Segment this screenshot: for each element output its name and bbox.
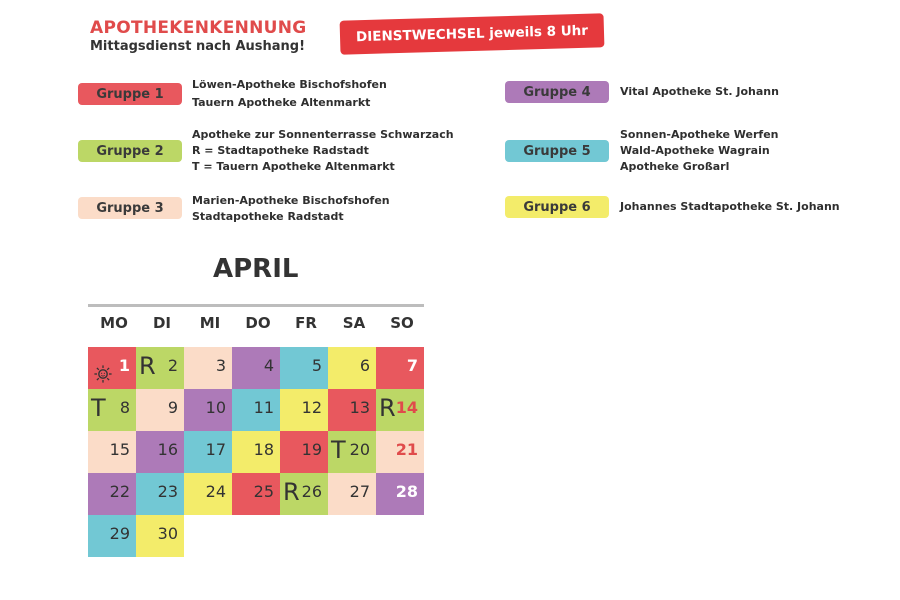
calendar-day-10 <box>184 389 232 431</box>
pharmacy-name: Apotheke Großarl <box>620 160 730 173</box>
calendar-day-11 <box>232 389 280 431</box>
group-3-badge: Gruppe 3 <box>78 197 182 219</box>
calendar-day-25 <box>232 473 280 515</box>
group-2-badge: Gruppe 2 <box>78 140 182 162</box>
group-6-pharmacies <box>620 199 840 215</box>
calendar-day-16 <box>136 431 184 473</box>
pharmacy-name: Löwen-Apotheke Bischofshofen <box>192 78 387 91</box>
day-number: 6 <box>359 356 370 375</box>
day-number: 19 <box>301 440 322 459</box>
calendar-day-9 <box>136 389 184 431</box>
day-number: 16 <box>157 440 178 459</box>
calendar-day-2 <box>136 347 184 389</box>
calendar-day-26 <box>280 473 328 515</box>
month-title: APRIL <box>213 254 299 284</box>
day-marker: R <box>379 394 396 422</box>
day-marker: R <box>283 478 300 506</box>
calendar-day-1 <box>88 347 136 389</box>
day-marker: T <box>331 436 346 464</box>
day-number: 10 <box>205 398 226 417</box>
weekday-tuesday: DI <box>152 314 172 332</box>
day-number: 27 <box>349 482 370 501</box>
calendar-day-7 <box>376 347 424 389</box>
weekday-saturday: SA <box>342 314 366 332</box>
pharmacy-name: R = Stadtapotheke Radstadt <box>192 144 369 157</box>
calendar-day-5 <box>280 347 328 389</box>
pharmacy-name: T = Tauern Apotheke Altenmarkt <box>192 160 395 173</box>
calendar-day-29 <box>88 515 136 557</box>
day-number: 29 <box>109 524 130 543</box>
day-number: 5 <box>311 356 322 375</box>
day-number: 7 <box>406 356 418 375</box>
day-marker: T <box>91 394 106 422</box>
day-number: 21 <box>395 440 418 459</box>
pharmacy-name: Sonnen-Apotheke Werfen <box>620 128 779 141</box>
calendar-day-28 <box>376 473 424 515</box>
calendar-day-20 <box>328 431 376 473</box>
group-4-badge: Gruppe 4 <box>505 81 609 103</box>
day-number: 18 <box>253 440 274 459</box>
calendar-day-14 <box>376 389 424 431</box>
calendar-day-18 <box>232 431 280 473</box>
day-number: 9 <box>167 398 178 417</box>
weekday-thursday: DO <box>245 314 271 332</box>
group-1-pharmacies <box>192 77 387 111</box>
page-subtitle: Mittagsdienst nach Aushang! <box>90 39 306 54</box>
day-number: 1 <box>118 356 130 375</box>
weekday-wednesday: MI <box>199 314 221 332</box>
pharmacy-name: Vital Apotheke St. Johann <box>620 85 779 98</box>
calendar-day-23 <box>136 473 184 515</box>
pharmacy-name: Tauern Apotheke Altenmarkt <box>192 96 371 109</box>
group-5-pharmacies <box>620 127 779 175</box>
pharmacy-name: Stadtapotheke Radstadt <box>192 210 344 223</box>
group-2-pharmacies <box>192 127 454 175</box>
calendar-day-19 <box>280 431 328 473</box>
day-number: 28 <box>395 482 418 501</box>
weekday-sunday: SO <box>390 314 414 332</box>
page-title: APOTHEKENKENNUNG <box>90 18 307 38</box>
calendar-day-3 <box>184 347 232 389</box>
day-number: 12 <box>301 398 322 417</box>
day-number: 23 <box>157 482 178 501</box>
day-number: 14 <box>395 398 418 417</box>
day-marker: R <box>139 352 156 380</box>
pharmacy-name: Apotheke zur Sonnenterrasse Schwarzach <box>192 128 454 141</box>
calendar-day-4 <box>232 347 280 389</box>
day-number: 17 <box>205 440 226 459</box>
calendar-day-8 <box>88 389 136 431</box>
group-3-pharmacies <box>192 193 390 225</box>
pharmacy-name: Johannes Stadtapotheke St. Johann <box>620 200 840 213</box>
calendar-day-30 <box>136 515 184 557</box>
group-1-badge: Gruppe 1 <box>78 83 182 105</box>
calendar-day-13 <box>328 389 376 431</box>
calendar-day-27 <box>328 473 376 515</box>
day-number: 15 <box>109 440 130 459</box>
day-number: 20 <box>349 440 370 459</box>
day-number: 30 <box>157 524 178 543</box>
day-number: 25 <box>253 482 274 501</box>
sun-icon <box>93 364 113 384</box>
day-number: 11 <box>253 398 274 417</box>
weekday-friday: FR <box>295 314 317 332</box>
shift-change-badge: DIENSTWECHSEL jeweils 8 Uhr <box>340 13 605 54</box>
calendar-day-12 <box>280 389 328 431</box>
group-6-badge: Gruppe 6 <box>505 196 609 218</box>
group-5-badge: Gruppe 5 <box>505 140 609 162</box>
day-number: 22 <box>109 482 130 501</box>
day-number: 4 <box>263 356 274 375</box>
calendar-day-22 <box>88 473 136 515</box>
calendar-day-15 <box>88 431 136 473</box>
day-number: 24 <box>205 482 226 501</box>
day-number: 13 <box>349 398 370 417</box>
calendar-day-21 <box>376 431 424 473</box>
weekday-monday: MO <box>100 314 128 332</box>
day-number: 3 <box>215 356 226 375</box>
day-number: 2 <box>167 356 178 375</box>
day-number: 8 <box>119 398 130 417</box>
calendar-day-17 <box>184 431 232 473</box>
pharmacy-name: Wald-Apotheke Wagrain <box>620 144 770 157</box>
day-number: 26 <box>301 482 322 501</box>
calendar-day-6 <box>328 347 376 389</box>
calendar-divider <box>88 304 424 307</box>
calendar-day-24 <box>184 473 232 515</box>
group-4-pharmacies <box>620 84 779 100</box>
pharmacy-name: Marien-Apotheke Bischofshofen <box>192 194 390 207</box>
